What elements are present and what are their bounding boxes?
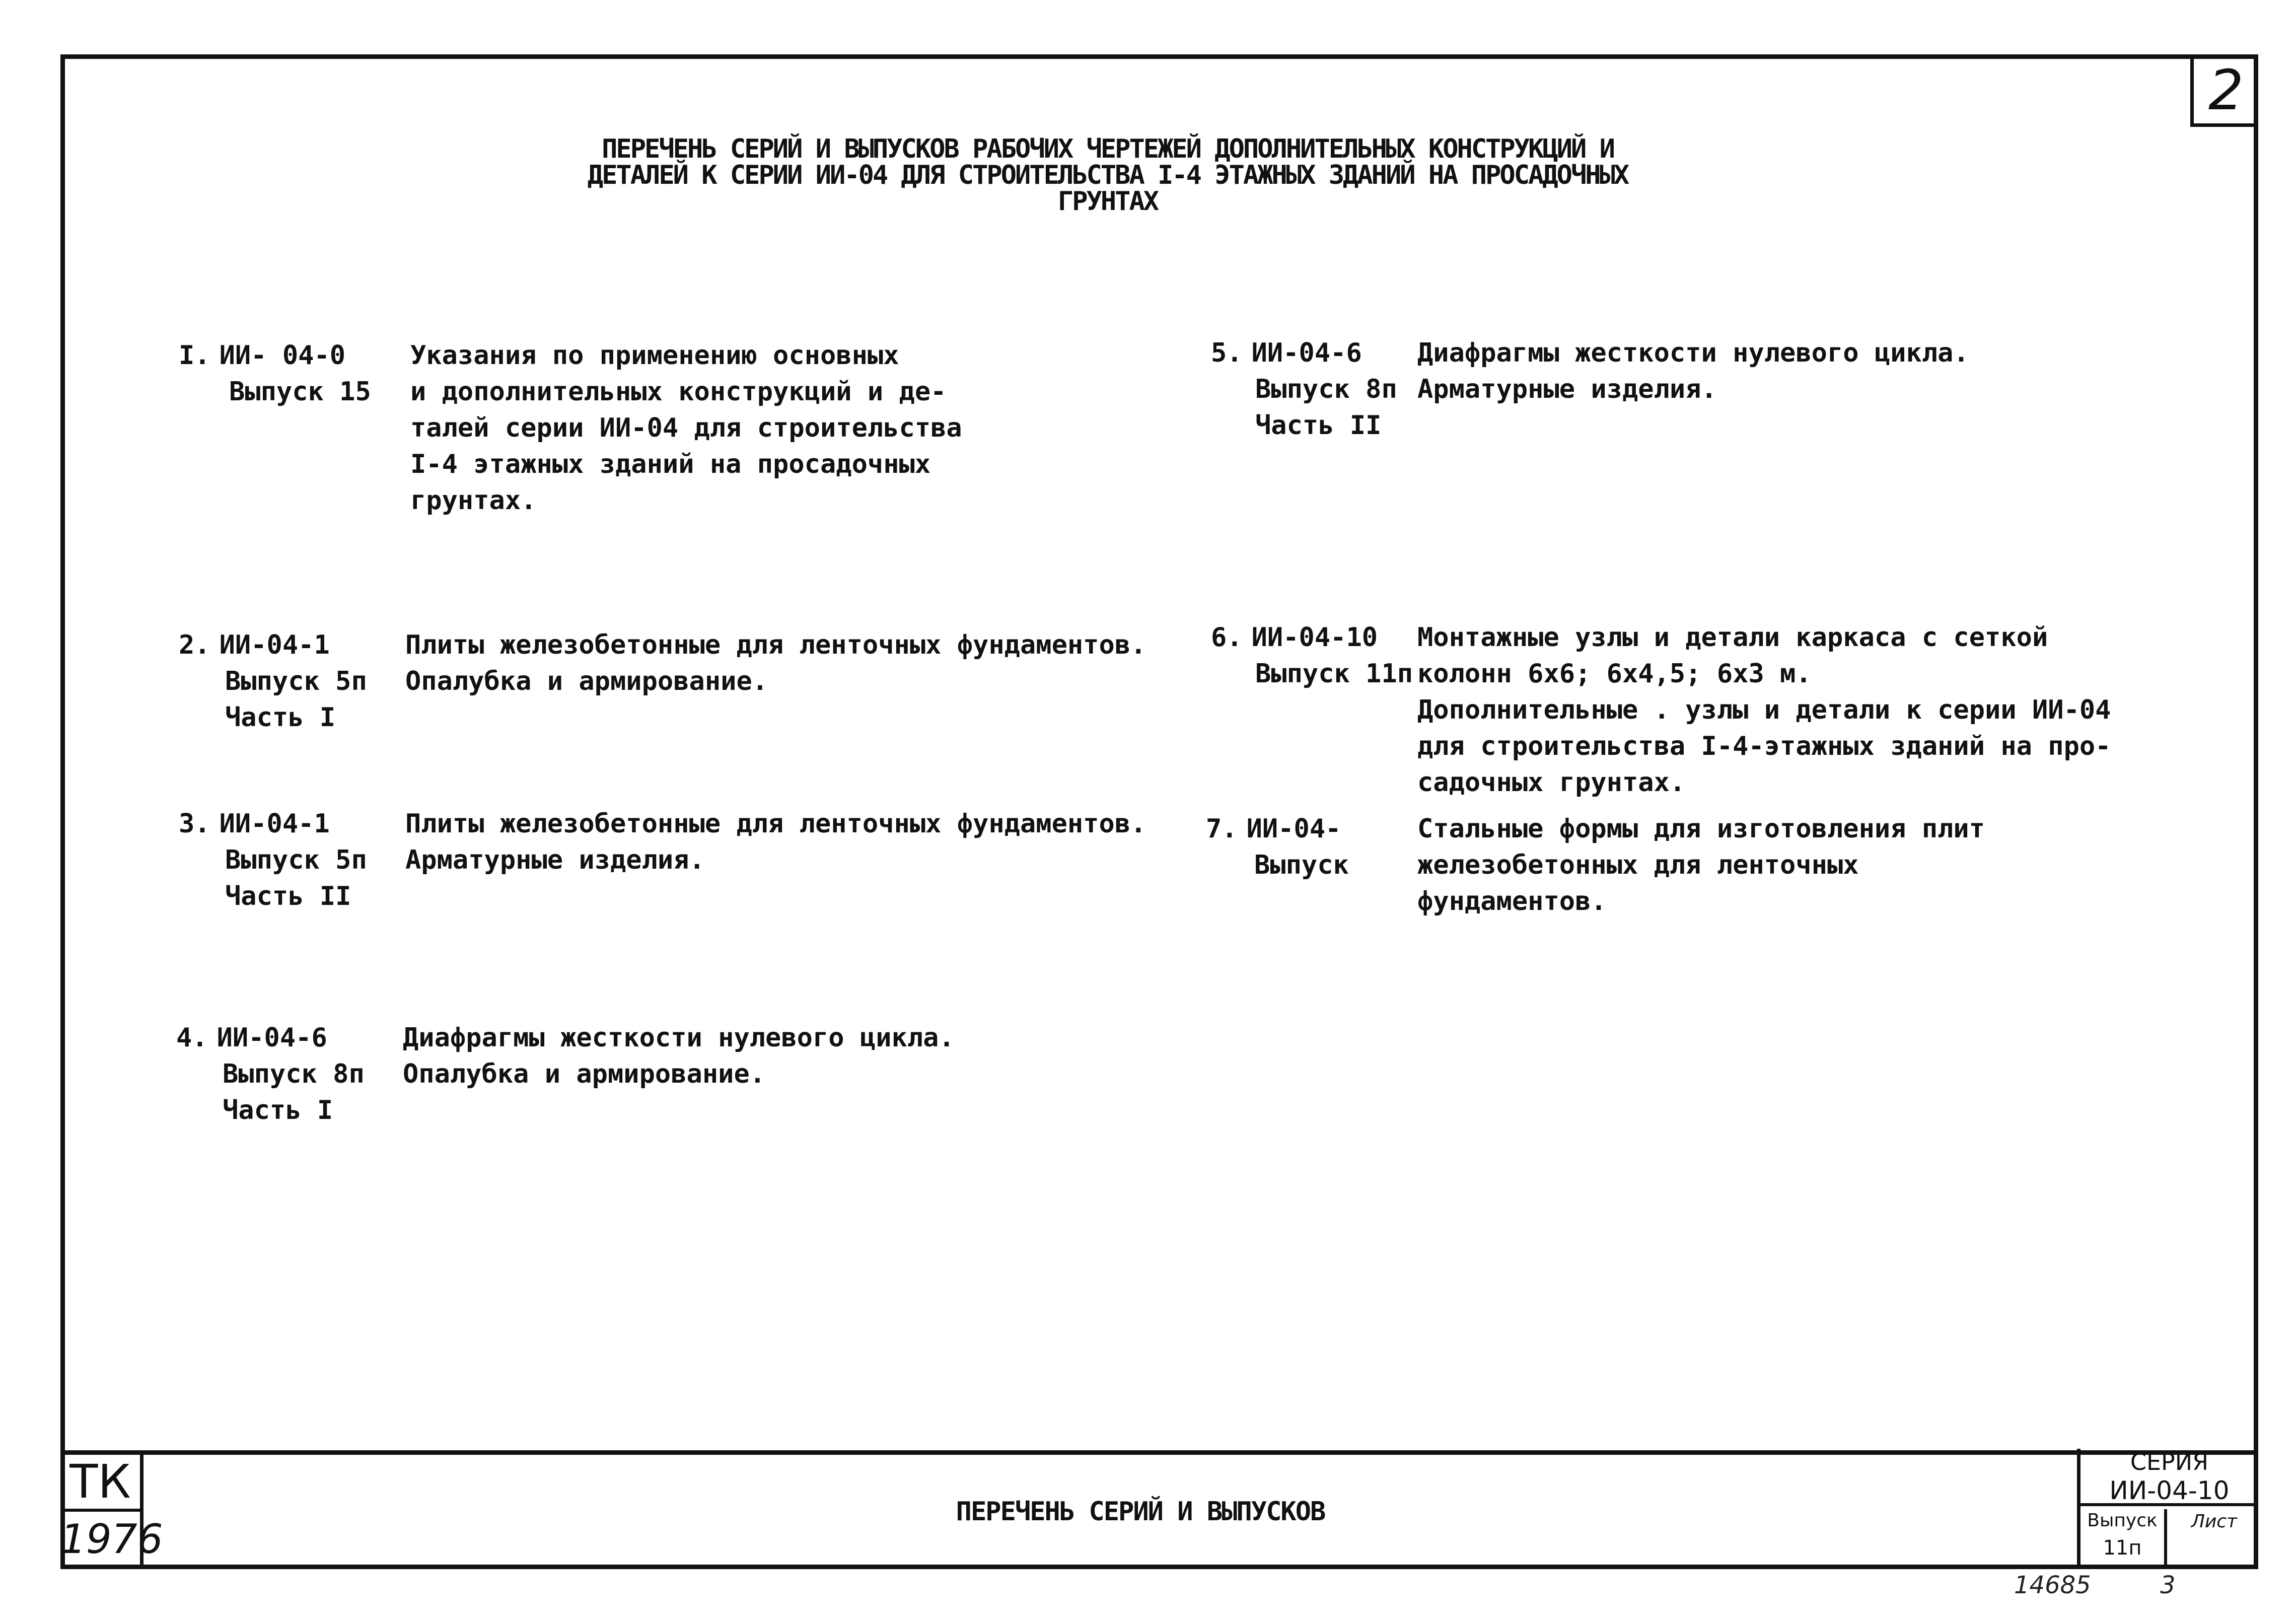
- item-desc-line: колонн 6х6; 6х4,5; 6х3 м.: [1417, 659, 1812, 689]
- item-desc-line: Диафрагмы жесткости нулевого цикла.: [1417, 338, 1969, 368]
- item-part: Часть II: [225, 881, 351, 911]
- item-desc-line: Опалубка и армирование.: [405, 666, 768, 696]
- item-desc-line: Диафрагмы жесткости нулевого цикла.: [403, 1023, 955, 1053]
- item-number: 3.: [179, 809, 210, 839]
- year: 1976: [60, 1516, 163, 1563]
- sheet-number: 2: [2190, 59, 2258, 127]
- item-number: 5.: [1211, 338, 1243, 368]
- organization-code: ТК: [60, 1455, 140, 1512]
- item-number: 6.: [1211, 622, 1243, 653]
- series-value: ИИ-04-10: [2080, 1475, 2258, 1506]
- sheet-label: Лист: [2191, 1511, 2238, 1532]
- item-desc-line: Дополнительные . узлы и детали к серии ИИ-04: [1417, 695, 2111, 725]
- item-issue: Выпуск 8п: [223, 1059, 365, 1089]
- page-number: 3: [2160, 1571, 2176, 1599]
- issue-value: 11п: [2080, 1535, 2167, 1566]
- item-issue: Выпуск 5п: [225, 666, 367, 696]
- item-number: 7.: [1206, 814, 1238, 844]
- title-line-1: ПЕРЕЧЕНЬ СЕРИЙ И ВЫПУСКОВ РАБОЧИХ ЧЕРТЕЖЕЙ ДОПОЛНИТЕЛЬНЫХ КОНСТРУКЦИЙ И: [602, 134, 1614, 164]
- item-code: ИИ-04-1: [219, 809, 330, 839]
- item-desc-line: Арматурные изделия.: [1417, 374, 1717, 404]
- issue-label: Выпуск: [2080, 1509, 2167, 1535]
- item-number: 4.: [176, 1023, 208, 1053]
- item-code: ИИ-04-1: [219, 630, 330, 660]
- series-label: СЕРИЯ: [2130, 1448, 2209, 1475]
- item-code: ИИ- 04-0: [219, 340, 346, 371]
- item-desc-line: и дополнительных конструкций и де-: [410, 377, 947, 407]
- inventory-number: 14685: [2014, 1571, 2091, 1599]
- item-code: ИИ-04-: [1246, 814, 1341, 844]
- item-part: Часть I: [223, 1095, 333, 1125]
- item-desc-line: Арматурные изделия.: [405, 845, 705, 875]
- item-part: Часть II: [1255, 410, 1382, 441]
- item-desc-line: Стальные формы для изготовления плит: [1417, 814, 1985, 844]
- title-line-3: ГРУНТАХ: [1057, 186, 1158, 217]
- item-desc-line: для строительства I-4-этажных зданий на про-: [1417, 731, 2111, 761]
- document-title: [529, 136, 1687, 215]
- item-number: 2.: [179, 630, 210, 660]
- item-desc-line: железобетонных для ленточных: [1417, 850, 1859, 880]
- item-desc-line: I-4 этажных зданий на просадочных: [410, 449, 931, 479]
- item-desc-line: Плиты железобетонные для ленточных фундаментов.: [405, 630, 1146, 660]
- item-issue: Выпуск 5п: [225, 845, 367, 875]
- item-desc-line: талей серии ИИ-04 для строительства: [410, 413, 962, 443]
- item-issue: Выпуск 8п: [1255, 374, 1397, 404]
- item-issue: Выпуск 15: [229, 377, 371, 407]
- item-code: ИИ-04-6: [1251, 338, 1362, 368]
- title-line-2: ДЕТАЛЕЙ К СЕРИИ ИИ-04 ДЛЯ СТРОИТЕЛЬСТВА I-4 ЭТАЖНЫХ ЗДАНИЙ НА ПРОСАДОЧНЫХ: [587, 160, 1628, 190]
- item-desc-line: Опалубка и армирование.: [403, 1059, 766, 1089]
- item-desc-line: грунтах.: [410, 485, 537, 516]
- item-part: Часть I: [225, 702, 336, 733]
- item-desc-line: фундаментов.: [1417, 886, 1607, 916]
- item-number: I.: [179, 340, 210, 371]
- organization-stamp: [60, 1455, 163, 1569]
- item-issue: Выпуск: [1254, 850, 1349, 880]
- item-code: ИИ-04-6: [217, 1023, 327, 1053]
- item-issue: Выпуск 11п: [1255, 659, 1413, 689]
- item-desc-line: Плиты железобетонные для ленточных фундаментов.: [405, 809, 1146, 839]
- series-info: [2077, 1449, 2258, 1569]
- item-desc-line: Монтажные узлы и детали каркаса с сеткой: [1417, 622, 2048, 653]
- item-desc-line: садочных грунтах.: [1417, 767, 1686, 798]
- sheet-title: ПЕРЕЧЕНЬ СЕРИЙ И ВЫПУСКОВ: [956, 1497, 1325, 1527]
- item-code: ИИ-04-10: [1251, 622, 1378, 653]
- title-block: [60, 1450, 2258, 1569]
- item-desc-line: Указания по применению основных: [410, 340, 899, 371]
